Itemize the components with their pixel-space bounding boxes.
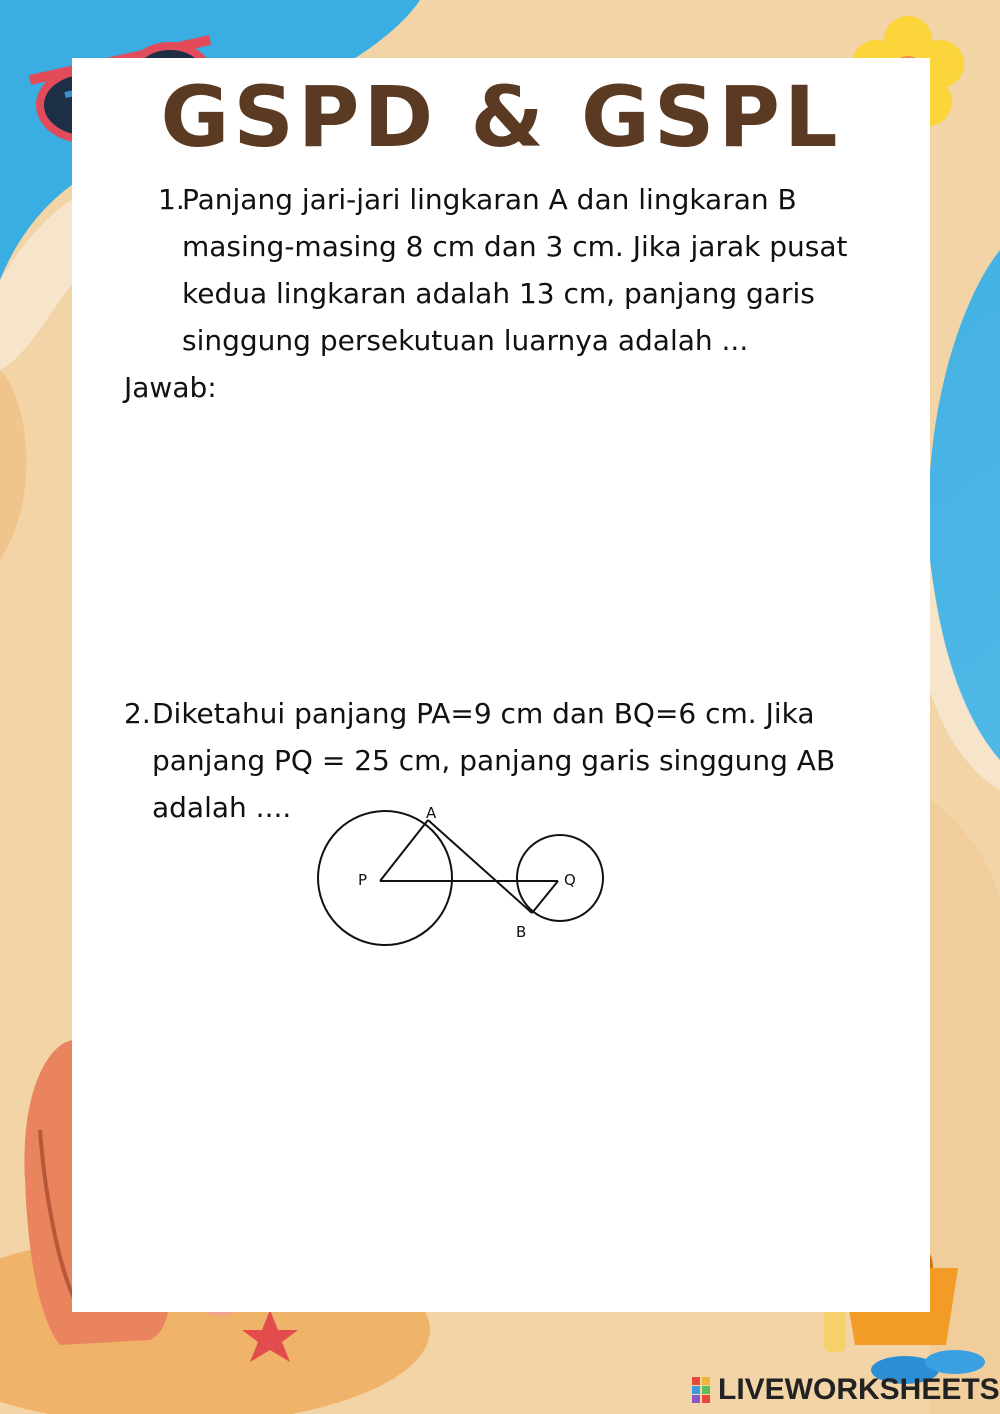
tangent-ab bbox=[428, 820, 532, 913]
question-2-line: adalah .... bbox=[152, 791, 292, 824]
question-1-line: singgung persekutuan luarnya adalah ... bbox=[182, 324, 749, 357]
liveworksheets-logo-icon bbox=[692, 1377, 712, 1403]
question-2-line: panjang PQ = 25 cm, panjang garis singgung AB bbox=[152, 744, 836, 777]
segment-pa bbox=[380, 820, 428, 881]
liveworksheets-brand bbox=[692, 1372, 1000, 1408]
tangent-circles-diagram bbox=[300, 796, 620, 956]
page-title: GSPD & GSPL bbox=[160, 68, 842, 166]
label-p: P bbox=[358, 871, 368, 889]
question-1-line: Panjang jari-jari lingkaran A dan lingkaran B bbox=[182, 183, 797, 216]
question-1 bbox=[158, 176, 918, 364]
question-2-line: Diketahui panjang PA=9 cm dan BQ=6 cm. Jika bbox=[152, 697, 815, 730]
segment-bq bbox=[532, 881, 558, 913]
answer-label: Jawab: bbox=[124, 371, 217, 404]
label-b: B bbox=[516, 923, 527, 941]
question-1-line: kedua lingkaran adalah 13 cm, panjang garis bbox=[182, 277, 815, 310]
circle-q bbox=[517, 835, 603, 921]
label-q: Q bbox=[564, 871, 576, 889]
question-1-line: masing-masing 8 cm dan 3 cm. Jika jarak pusat bbox=[182, 230, 848, 263]
label-a: A bbox=[426, 804, 437, 822]
question-1-number: 1. bbox=[158, 183, 185, 216]
circle-p bbox=[318, 811, 452, 945]
brand-text: LIVEWORKSHEETS bbox=[718, 1373, 1000, 1406]
question-1-text bbox=[182, 176, 847, 364]
question-2-number: 2. bbox=[124, 697, 151, 730]
